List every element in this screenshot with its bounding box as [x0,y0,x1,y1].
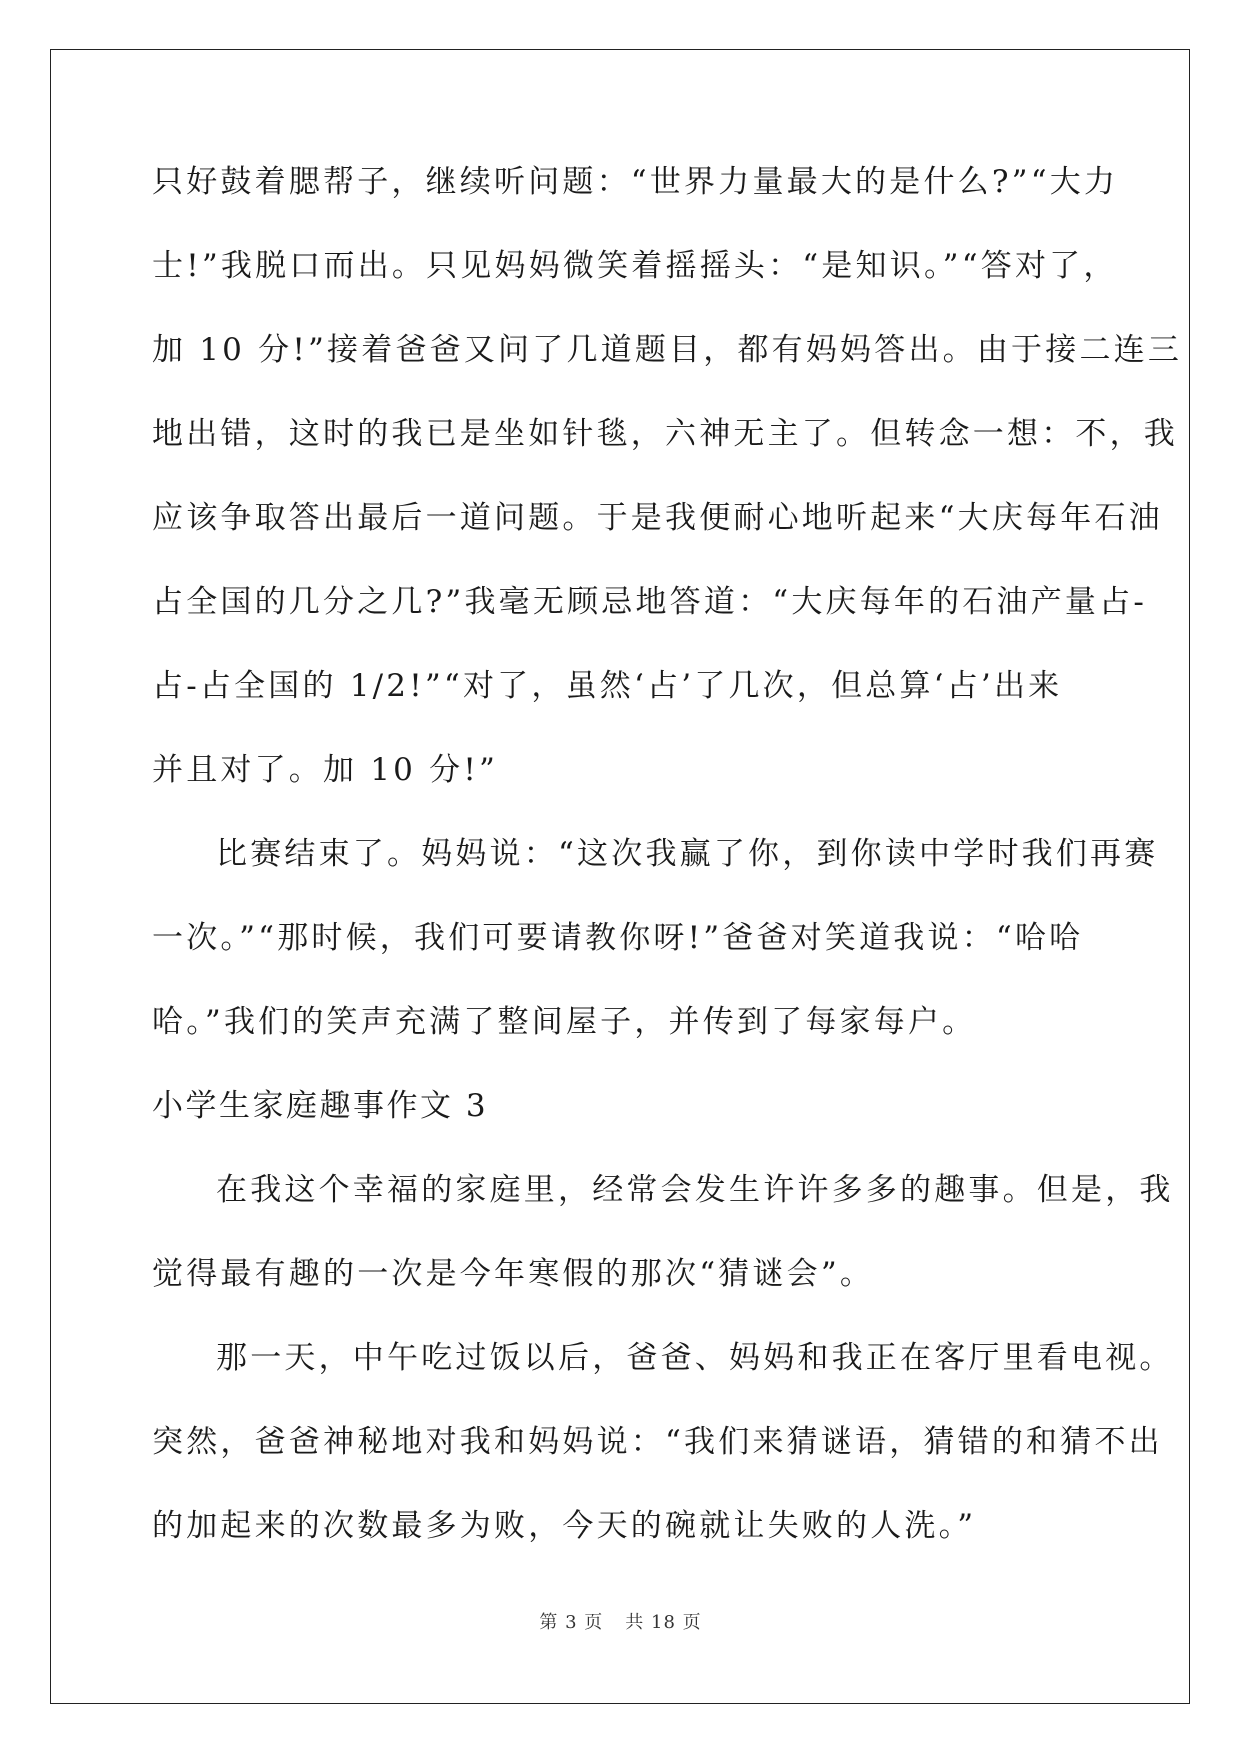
text-line: 加 10 分!”接着爸爸又问了几道题目，都有妈妈答出。由于接二连三 [152,332,1183,368]
text-line: 应该争取答出最后一道问题。于是我便耐心地听起来“大庆每年石油 [152,500,1163,536]
document-body [152,158,1183,1586]
text-line: 比赛结束了。妈妈说：“这次我赢了你，到你读中学时我们再赛 [216,836,1159,872]
text-line: 觉得最有趣的一次是今年寒假的那次“猜谜会”。 [152,1256,875,1292]
page-total: 共 18 页 [625,1612,702,1633]
text-line: 那一天，中午吃过饭以后，爸爸、妈妈和我正在客厅里看电视。 [216,1340,1174,1376]
text-line: 占全国的几分之几?”我毫无顾忌地答道：“大庆每年的石油产量占- [152,584,1147,620]
text-line: 只好鼓着腮帮子，继续听问题：“世界力量最大的是什么?”“大力 [152,164,1119,200]
text-line: 在我这个幸福的家庭里，经常会发生许许多多的趣事。但是，我 [216,1172,1174,1208]
section-heading: 小学生家庭趣事作文 3 [152,1088,489,1124]
text-line: 并且对了。加 10 分!” [152,752,499,788]
text-line: 占-占全国的 1/2!”“对了，虽然‘占’了几次，但总算‘占’出来 [152,668,1063,704]
text-line: 地出错，这时的我已是坐如针毯，六神无主了。但转念一想：不，我 [152,416,1178,452]
text-line: 一次。”“那时候，我们可要请教你呀!”爸爸对笑道我说：“哈哈 [152,920,1084,956]
text-line: 的加起来的次数最多为败，今天的碗就让失败的人洗。” [152,1508,977,1544]
text-line: 士!”我脱口而出。只见妈妈微笑着摇摇头：“是知识。”“答对了， [152,248,1118,284]
text-line: 突然，爸爸神秘地对我和妈妈说：“我们来猜谜语，猜错的和猜不出 [152,1424,1163,1460]
page-number: 第 3 页 [539,1612,604,1633]
page-footer [0,1608,1241,1634]
text-line: 哈。”我们的笑声充满了整间屋子，并传到了每家每户。 [152,1004,977,1040]
